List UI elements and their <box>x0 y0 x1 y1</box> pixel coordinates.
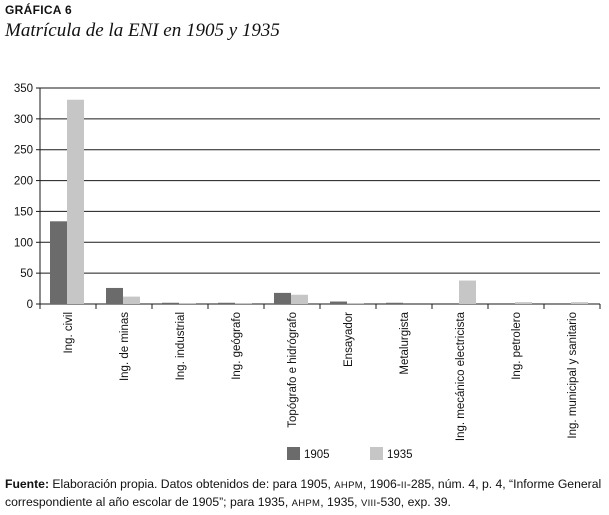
source-text-4: , 1935, <box>320 495 361 509</box>
source-text-2: , 1906- <box>362 477 401 491</box>
source-label: Fuente: <box>5 477 50 491</box>
bar-1935-9 <box>571 302 588 304</box>
bar-1905-6 <box>386 303 403 304</box>
source-abbr-1: AHPM <box>334 480 363 491</box>
bar-1905-0 <box>50 221 67 304</box>
x-tick-label-6: Metalurgista <box>399 312 411 375</box>
x-tick-label-8: Ing. petrolero <box>511 312 523 380</box>
legend-label-1935: 1935 <box>387 449 413 461</box>
y-tick-label-200: 200 <box>13 175 33 188</box>
bar-1935-0 <box>67 100 84 304</box>
x-tick-label-0: Ing. civil <box>63 312 75 354</box>
bar-1905-3 <box>218 303 235 304</box>
bar-1905-1 <box>106 288 123 304</box>
y-tick-label-50: 50 <box>20 268 33 281</box>
source-abbr-2: AHPM <box>291 498 321 509</box>
bar-1935-3 <box>235 303 252 304</box>
source-note <box>5 476 605 512</box>
bar-1935-5 <box>347 303 364 304</box>
x-tick-label-7: Ing. mecánico electricista <box>455 312 467 442</box>
bar-1935-8 <box>515 302 532 304</box>
y-tick-label-300: 300 <box>13 113 33 126</box>
chart-kicker: GRÁFICA 6 <box>5 3 72 17</box>
y-tick-label-250: 250 <box>13 144 33 157</box>
source-text-3: -285, núm. 4, p. 4, “Informe General correspondiente al año escolar de 1905”; para 1935, <box>5 477 602 509</box>
legend-label-1905: 1905 <box>304 449 330 461</box>
bar-1935-4 <box>291 295 308 304</box>
x-tick-label-5: Ensayador <box>343 312 355 367</box>
y-tick-label-100: 100 <box>13 237 33 250</box>
y-tick-label-0: 0 <box>26 299 33 311</box>
bar-1935-1 <box>123 297 140 304</box>
bar-1935-7 <box>459 281 476 304</box>
y-tick-label-350: 350 <box>13 83 33 95</box>
bar-1935-2 <box>179 303 196 304</box>
x-tick-label-1: Ing. de minas <box>119 312 131 382</box>
bar-1905-2 <box>162 303 179 304</box>
x-tick-label-2: Ing. industrial <box>175 312 187 381</box>
source-text-5: -530, exp. 39. <box>376 495 451 509</box>
legend-swatch-1905 <box>287 447 300 460</box>
bar-1905-5 <box>330 302 347 304</box>
chart-title: Matrícula de la ENI en 1905 y 1935 <box>5 20 280 41</box>
legend-swatch-1935 <box>370 447 383 460</box>
source-roman-1: II <box>400 480 407 491</box>
y-tick-label-150: 150 <box>13 206 33 219</box>
source-text-1: Elaboración propia. Datos obtenidos de: para 1905, <box>49 477 335 491</box>
x-tick-label-9: Ing. municipal y sanitario <box>567 312 579 439</box>
x-tick-label-3: Ing. geógrafo <box>231 312 243 380</box>
bar-1905-4 <box>274 293 291 304</box>
source-roman-2: VIII <box>360 498 377 509</box>
x-tick-label-4: Topógrafo e hidrógrafo <box>287 312 299 428</box>
